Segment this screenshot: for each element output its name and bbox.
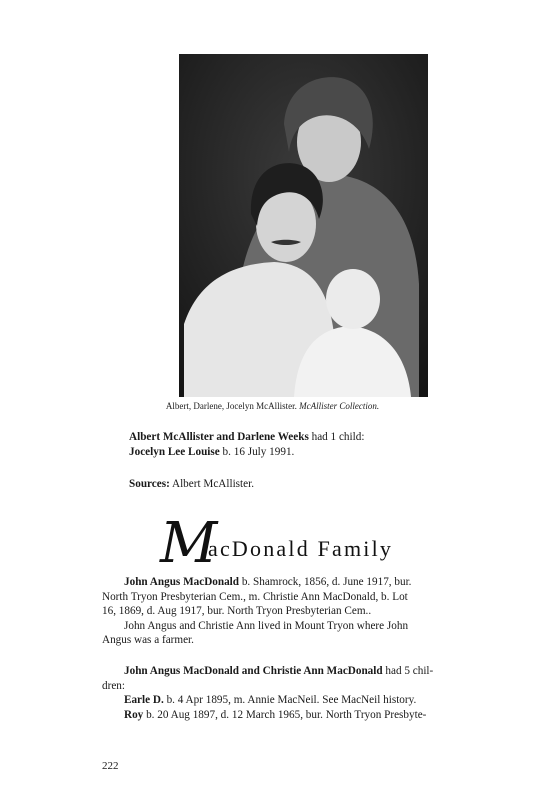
child-note	[129, 430, 499, 460]
bio-line: John Angus MacDonald b. Shamrock, 1856, d. June 1917, bur.	[124, 576, 412, 588]
bio-line: 16, 1869, d. Aug 1917, bur. North Tryon Presbyterian Cem..	[102, 605, 372, 618]
caption-names: Albert, Darlene, Jocelyn McAllister.	[165, 401, 297, 411]
heading-text: acDonald Family	[208, 536, 394, 561]
sources-label: Sources:	[129, 478, 170, 490]
child-name: Earle D.	[124, 694, 164, 707]
person-name: John Angus MacDonald	[124, 576, 240, 588]
page-number: 222	[102, 760, 119, 772]
children-intro-cont: dren:	[102, 679, 125, 692]
had-children-text: had 1 child:	[308, 431, 365, 443]
child-info: b. 16 July 1991.	[219, 446, 295, 458]
caption-collection: McAllister Collection.	[299, 401, 380, 411]
child-info: b. 4 Apr 1895, m. Annie MacNeil. See MacNeil history.	[163, 694, 417, 707]
family-portrait-photo	[179, 54, 428, 397]
child-name: Roy	[124, 708, 144, 721]
children-section	[102, 664, 502, 722]
bio-line: John Angus and Christie Ann lived in Mount Tryon where John	[124, 619, 409, 632]
children-intro: John Angus MacDonald and Christie Ann MacDonald had 5 chil-	[124, 665, 434, 677]
biography-paragraph	[102, 575, 502, 648]
child-name: Jocelyn Lee Louise	[129, 446, 220, 458]
sources-line	[129, 477, 499, 492]
heading-initial: M	[160, 511, 218, 576]
list-item	[102, 708, 502, 723]
bio-line: Angus was a farmer.	[102, 634, 194, 647]
parents-names: John Angus MacDonald and Christie Ann MacDonald	[124, 665, 383, 677]
sources-value: Albert McAllister.	[169, 478, 255, 490]
list-item	[102, 693, 502, 708]
child-info: b. 20 Aug 1897, d. 12 March 1965, bur. North Tryon Presbyte-	[143, 708, 427, 721]
photo-caption	[100, 401, 445, 411]
family-heading	[160, 511, 490, 576]
bio-line: North Tryon Presbyterian Cem., m. Christie Ann MacDonald, b. Lot	[102, 590, 408, 603]
parents-names: Albert McAllister and Darlene Weeks	[129, 431, 309, 443]
